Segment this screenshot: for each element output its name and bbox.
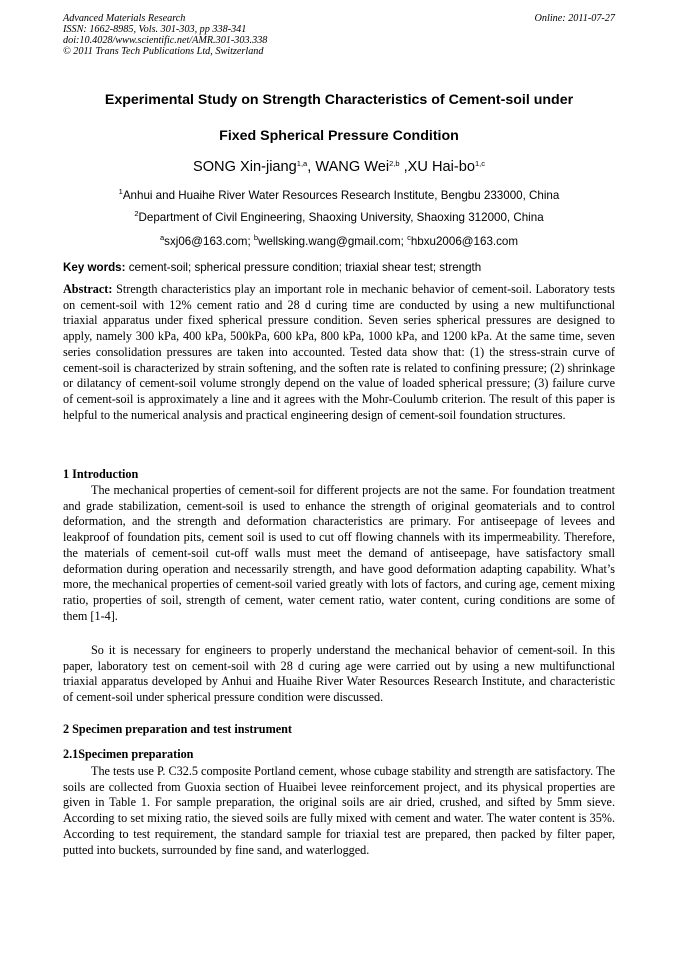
doi-line: doi:10.4028/www.scientific.net/AMR.301-303.338	[63, 35, 268, 46]
paragraph: So it is necessary for engineers to properly understand the mechanical behavior of cement-soil. In this paper, laboratory test on cement-soil with 28 d curing age were carried out by using a new multifunctional triaxial apparatus developed by Anhui and Huaihe River Water Resources Research Institute, and characteristic of cement-soil under spherical pressure condition were discussed.	[63, 643, 615, 705]
author-sup: 1,a	[296, 159, 308, 168]
email-line	[40, 235, 638, 248]
keywords-text: cement-soil; spherical pressure condition; triaxial shear test; strength	[125, 261, 482, 274]
email-sup: c	[407, 233, 411, 242]
affiliation-2	[40, 211, 638, 224]
author-name: WANG Wei	[315, 159, 390, 175]
author-name: SONG Xin-jiang	[192, 159, 297, 175]
author-name: XU Hai-bo	[407, 159, 475, 175]
abstract-text: Strength characteristics play an important role in mechanic behavior of cement-soil. Laboratory tests on cement-soil with 12% cement ratio and 28 d curing time are conducted by using a new multifunctional triaxial apparatus under fixed spherical pressure condition. Seven series spherical pressures are designed to apply, namely 300 kPa, 400 kPa, 500kPa, 600 kPa, 800 kPa, 1000 kPa, and 1200 kPa. At the same time, seven series consolidation pressures are taken into accounted. Tested data show that: (1) the stress-strain curve of cement-soil is characterized by strain softening, and the soften rate is related to confining pressure; (2) shrinkage or dilatancy of cement-soil volume strongly depend on the value of loaded spherical pressure; (3) failure curve of cement-soil is approximately a line and it agrees with the Mohr-Coulumb criterion. The result of this paper is helpful to the numerical analysis and practical engineering design of cement-soil foundation structures.	[63, 282, 615, 422]
keywords	[63, 261, 615, 274]
issn-line: ISSN: 1662-8985, Vols. 301-303, pp 338-341	[63, 24, 247, 35]
online-date: Online: 2011-07-27	[534, 13, 615, 24]
keywords-label: Key words:	[63, 261, 126, 274]
paragraph: The mechanical properties of cement-soil for different projects are not the same. For foundation treatment and grade stabilization, cement-soil is used to enhance the strength of original geomaterials and to control deformation, and the strength and deformation characteristics are primary. For antiseepage of levees and leakproof of foundation pits, cement soil is used to cut off flowing channels with its impermeability. Therefore, the materials of cement-soil cut-off walls must meet the demand of antiseepage, have satisfactory small deformation during operation and necessarily strength, and have good deformation adapting capability. What’s more, the mechanical properties of cement-soil varied greatly with lots of factors, and curing age, cement mixing ratio, properties of soil, strength of cement, water cement ratio, water content, curing conditions are some of them [1-4].	[63, 483, 615, 623]
subsection-heading-specimen-preparation: 2.1Specimen preparation	[63, 747, 194, 761]
author-sup: 1,c	[475, 159, 486, 168]
author-sup: 2,b	[389, 159, 400, 168]
journal-header	[63, 13, 267, 57]
copyright-line: © 2011 Trans Tech Publications Ltd, Switzerland	[63, 46, 264, 57]
email-address: wellsking.wang@gmail.com;	[258, 235, 408, 248]
email-address: hbxu2006@163.com	[410, 235, 519, 248]
affiliation-1	[40, 189, 638, 202]
affiliation-text: Anhui and Huaihe River Water Resources Research Institute, Bengbu 233000, China	[122, 189, 560, 202]
author-sep: ,	[399, 159, 408, 175]
email-sup: b	[253, 233, 259, 242]
journal-name: Advanced Materials Research	[63, 13, 186, 24]
abstract	[63, 282, 615, 423]
author-list	[40, 159, 638, 175]
section-heading-specimen: 2 Specimen preparation and test instrument	[63, 722, 292, 736]
paper-title-line-1: Experimental Study on Strength Characteristics of Cement-soil under	[104, 92, 574, 108]
affiliation-sup: 2	[134, 209, 139, 218]
affiliation-text: Department of Civil Engineering, Shaoxing University, Shaoxing 312000, China	[138, 211, 544, 224]
author-sep: ,	[307, 159, 316, 175]
email-address: sxj06@163.com;	[164, 235, 254, 248]
email-sup: a	[159, 233, 165, 242]
paragraph: The tests use P. C32.5 composite Portland cement, whose cubage stability and strength are satisfactory. The soils are collected from Guoxia section of Huaibei levee reinforcement project, and its physical properties are given in Table 1. For sample preparation, the original soils are air dried, crushed, and sifted by 5mm sieve. According to set mixing ratio, the sieved soils are fully mixed with cement and water. The water content is 35%. According to test requirement, the standard sample for triaxial test are prepared, then packed by filter paper, putted into buckets, surrounded by fine sand, and waterlogged.	[63, 764, 615, 857]
abstract-label: Abstract:	[63, 282, 113, 296]
section-heading-introduction: 1 Introduction	[63, 467, 139, 481]
paper-title-line-2: Fixed Spherical Pressure Condition	[219, 128, 459, 144]
affiliation-sup: 1	[118, 187, 123, 196]
